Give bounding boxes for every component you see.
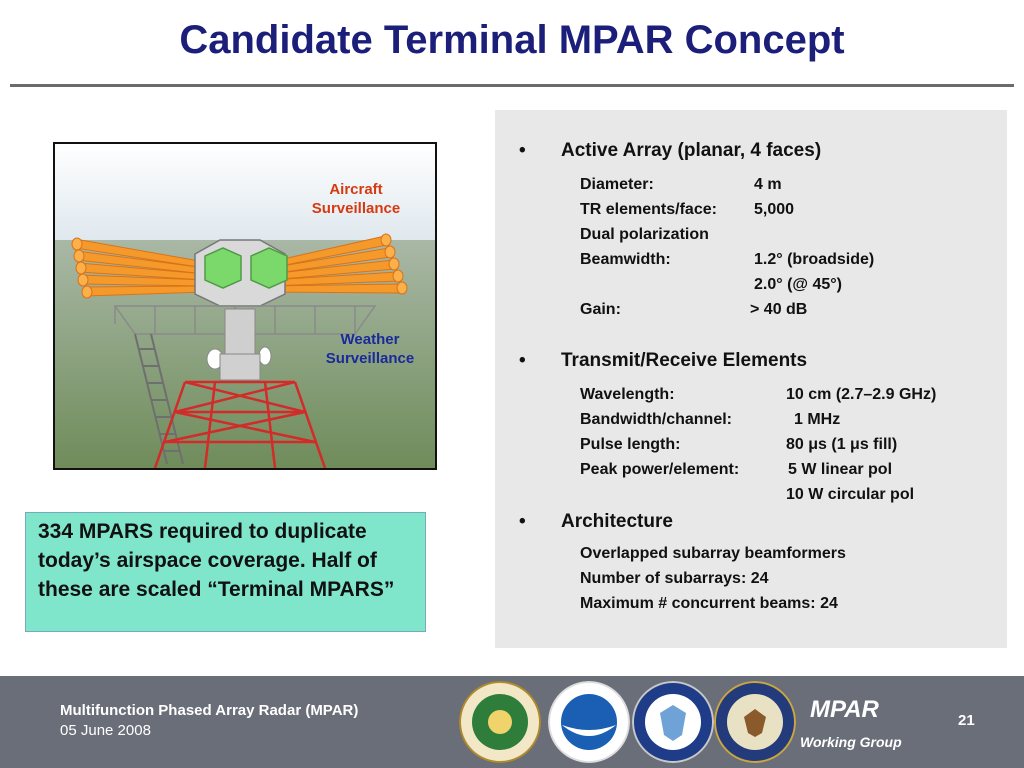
spec-value: 5,000 bbox=[754, 201, 795, 218]
spec-value: 4 m bbox=[754, 176, 782, 193]
spec-value: > 40 dB bbox=[750, 301, 808, 318]
bullet-icon: • bbox=[519, 140, 526, 161]
spec-value: 10 W circular pol bbox=[786, 486, 915, 503]
dhs-seal-icon bbox=[632, 681, 714, 763]
spec-label: Bandwidth/channel: bbox=[580, 411, 732, 428]
slide-footer bbox=[0, 676, 1024, 768]
section-heading: Active Array (planar, 4 faces) bbox=[561, 140, 822, 161]
page-number: 21 bbox=[958, 712, 975, 729]
specs-panel bbox=[495, 110, 1007, 648]
footer-title: Multifunction Phased Array Radar (MPAR) bbox=[60, 702, 359, 719]
spec-label: Peak power/element: bbox=[580, 461, 740, 478]
spec-row bbox=[580, 411, 841, 429]
spec-label: Wavelength: bbox=[580, 386, 675, 403]
spec-value: 80 μs (1 μs fill) bbox=[786, 436, 898, 453]
spec-value: 1.2° (broadside) bbox=[754, 251, 875, 268]
spec-row bbox=[580, 461, 893, 479]
bullet-icon: • bbox=[519, 511, 526, 532]
spec-value: 1 MHz bbox=[794, 411, 841, 428]
spec-row bbox=[580, 176, 782, 194]
section-heading: Architecture bbox=[561, 511, 673, 532]
spec-label: Pulse length: bbox=[580, 436, 681, 453]
bullet-icon: • bbox=[519, 350, 526, 371]
spec-label: Dual polarization bbox=[580, 226, 709, 243]
spec-label: Overlapped subarray beamformers bbox=[580, 545, 846, 562]
note-text: 334 MPARS required to duplicate today’s airspace coverage. Half of these are scaled “Terminal MPARS” bbox=[38, 520, 395, 601]
spec-row bbox=[580, 436, 898, 454]
dod-seal-icon bbox=[714, 681, 796, 763]
spec-label: TR elements/face: bbox=[580, 201, 717, 218]
weather-surveillance-label: Weather Surveillance bbox=[325, 331, 415, 367]
spec-row bbox=[580, 201, 795, 219]
spec-label: Maximum # concurrent beams: 24 bbox=[580, 595, 838, 612]
spec-label: Number of subarrays: 24 bbox=[580, 570, 769, 587]
mpar-brand: MPAR bbox=[810, 696, 879, 723]
title-divider bbox=[10, 84, 1014, 87]
spec-label: Gain: bbox=[580, 301, 621, 318]
spec-row bbox=[580, 570, 769, 588]
slide-title: Candidate Terminal MPAR Concept bbox=[179, 18, 845, 62]
section-heading: Transmit/Receive Elements bbox=[561, 350, 808, 371]
noaa-seal-icon bbox=[548, 681, 630, 763]
spec-label: Diameter: bbox=[580, 176, 654, 193]
mpar-count-note bbox=[25, 512, 426, 632]
footer-date: 05 June 2008 bbox=[60, 722, 151, 739]
aircraft-surveillance-label: Aircraft Surveillance bbox=[311, 181, 401, 217]
spec-row bbox=[580, 545, 846, 563]
spec-row bbox=[580, 301, 808, 319]
spec-row bbox=[580, 386, 937, 404]
spec-row bbox=[580, 226, 709, 244]
faa-seal-icon bbox=[459, 681, 541, 763]
working-group-label: Working Group bbox=[800, 734, 902, 750]
radar-head bbox=[195, 240, 287, 306]
spec-value: 5 W linear pol bbox=[788, 461, 893, 478]
spec-value: 10 cm (2.7–2.9 GHz) bbox=[786, 386, 937, 403]
spec-label: Beamwidth: bbox=[580, 251, 671, 268]
spec-value: 2.0° (@ 45°) bbox=[754, 276, 842, 293]
spec-row bbox=[580, 251, 875, 269]
spec-row bbox=[580, 595, 838, 613]
